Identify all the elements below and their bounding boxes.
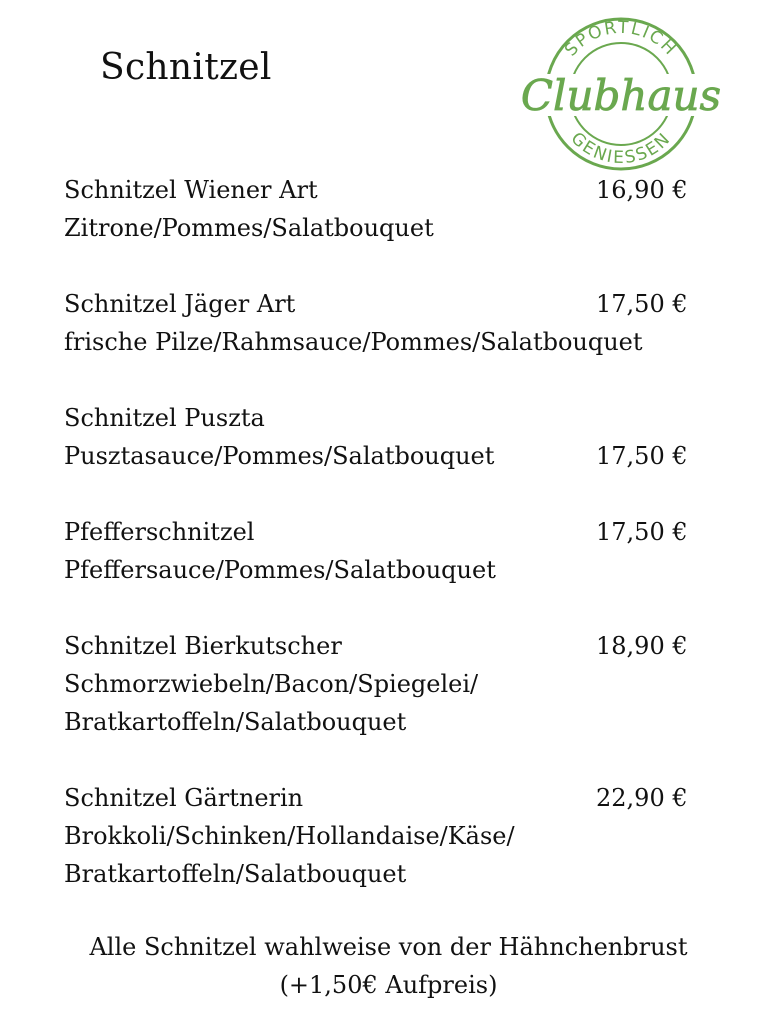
dish-description: Bratkartoffeln/Salatbouquet: [64, 708, 407, 736]
dish-description: Brokkoli/Schinken/Hollandaise/Käse/: [64, 822, 515, 850]
page-title: Schnitzel: [100, 47, 272, 88]
menu-item-wiener: [64, 171, 704, 247]
dish-price: 22,90 €: [596, 784, 688, 812]
dish-name: Pfefferschnitzel: [64, 518, 255, 546]
dish-description: Bratkartoffeln/Salatbouquet: [64, 860, 407, 888]
dish-name: Schnitzel Gärtnerin: [64, 784, 304, 812]
dish-description: frische Pilze/Rahmsauce/Pommes/Salatbouquet: [64, 328, 643, 356]
footer-note-line-2: (+1,50€ Aufpreis): [279, 971, 498, 999]
logo-top-text: SPORTLICH: [561, 17, 681, 61]
logo-bottom-text: GENIESSEN: [566, 128, 676, 169]
logo-brand-text: Clubhaus: [520, 71, 722, 120]
menu-item-puszta: [64, 399, 704, 475]
dish-name: Schnitzel Bierkutscher: [64, 632, 342, 660]
dish-description: Pusztasauce/Pommes/Salatbouquet: [64, 442, 495, 470]
dish-description: Zitrone/Pommes/Salatbouquet: [64, 214, 434, 242]
clubhaus-logo: [518, 14, 723, 174]
dish-price: 17,50 €: [596, 290, 688, 318]
menu-item-gaertnerin: [64, 779, 704, 893]
footer-note: [0, 928, 777, 1004]
menu-item-pfeffer: [64, 513, 704, 589]
dish-price: 18,90 €: [596, 632, 688, 660]
dish-name: Schnitzel Wiener Art: [64, 176, 318, 204]
dish-name: Schnitzel Jäger Art: [64, 290, 296, 318]
dish-price: 16,90 €: [596, 176, 688, 204]
footer-note-line-1: Alle Schnitzel wahlweise von der Hähnchenbrust: [89, 933, 688, 961]
menu-item-bierkutscher: [64, 627, 704, 741]
dish-name: Schnitzel Puszta: [64, 404, 265, 432]
dish-price: 17,50 €: [596, 518, 688, 546]
dish-description: Schmorzwiebeln/Bacon/Spiegelei/: [64, 670, 479, 698]
schnitzel-menu-list: [64, 171, 704, 893]
menu-item-jaeger: [64, 285, 704, 361]
dish-description: Pfeffersauce/Pommes/Salatbouquet: [64, 556, 496, 584]
dish-price: 17,50 €: [596, 442, 688, 470]
